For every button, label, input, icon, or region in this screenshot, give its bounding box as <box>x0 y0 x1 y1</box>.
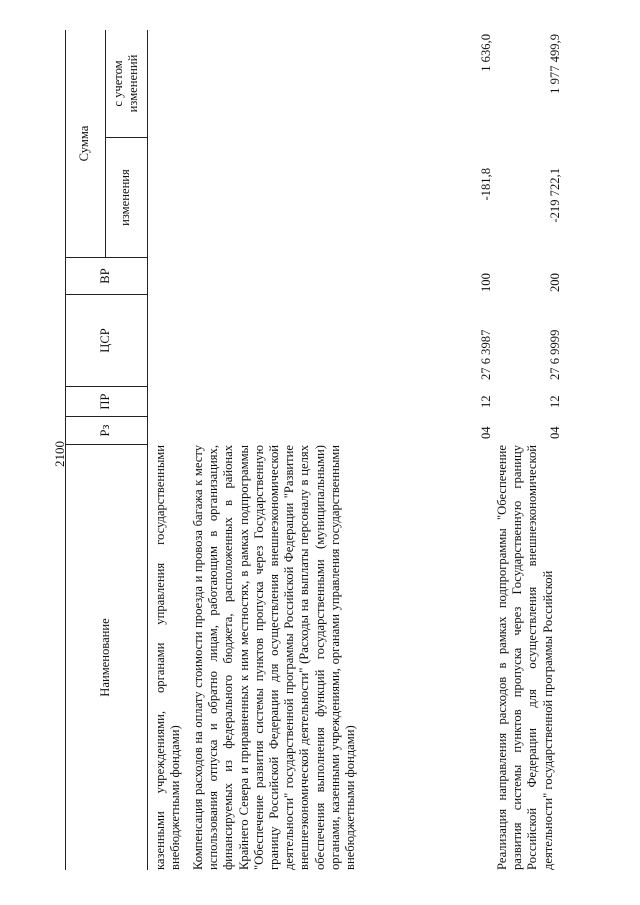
header-pr: ПР <box>65 387 147 417</box>
header-csr: ЦСР <box>65 295 147 387</box>
row-with-changes: 1 636,0 <box>479 34 493 72</box>
row-pr: 12 <box>479 395 493 408</box>
budget-table <box>65 30 565 870</box>
header-sum: Сумма <box>65 30 105 258</box>
row-vr: 100 <box>479 273 493 292</box>
row-with-changes: 1 977 499,9 <box>548 34 562 94</box>
row-rz: 04 <box>479 426 493 439</box>
row-rz: 04 <box>548 426 562 439</box>
row-csr: 27 6 3987 <box>479 329 493 380</box>
continuation-text: казенными учреждениями, органами управления государственными внебюджетными фондами) <box>153 445 183 870</box>
row-change: -181,8 <box>479 168 493 201</box>
header-change: изменения <box>105 138 147 258</box>
row-vr: 200 <box>548 273 562 292</box>
header-rz: Рз <box>65 417 147 445</box>
row-name: Компенсация расходов на оплату стоимости проезда и провоза багажа к месту использования отпуска и обратно лицам, работающим в организациях, финансируемых из федерального бюджета, расположенных в районах Крайнего Севера и приравненных к ним местностях, в рамках подпрограммы "Обеспечение развития системы пунктов пропуска через Государственную границу Российской Федерации для осуществления внешнеэкономической деятельности" государственной программы Российской Федерации "Развитие внешнеэкономической деятельности" (Расходы на выплаты персоналу в целях обеспечения выполнения функций государственными (муниципальными) органами, казенными учреждениями, органами управления государственными внебюджетными фондами) <box>191 445 358 870</box>
row-change: -219 722,1 <box>548 168 562 223</box>
row-name: Реализация направления расходов в рамках подпрограммы "Обеспечение развития системы пунктов пропуска через Государственную границу Российской Федерации для осуществления внешнеэкономической деятельности" государственной программы Российской <box>495 445 555 870</box>
row-csr: 27 6 9999 <box>548 329 562 380</box>
table-header <box>65 30 147 870</box>
header-vr: ВР <box>65 258 147 295</box>
row-pr: 12 <box>548 395 562 408</box>
page-number: 2100 <box>52 441 67 467</box>
header-with-changes: с учетом изменений <box>105 30 147 138</box>
header-name: Наименование <box>98 618 113 697</box>
